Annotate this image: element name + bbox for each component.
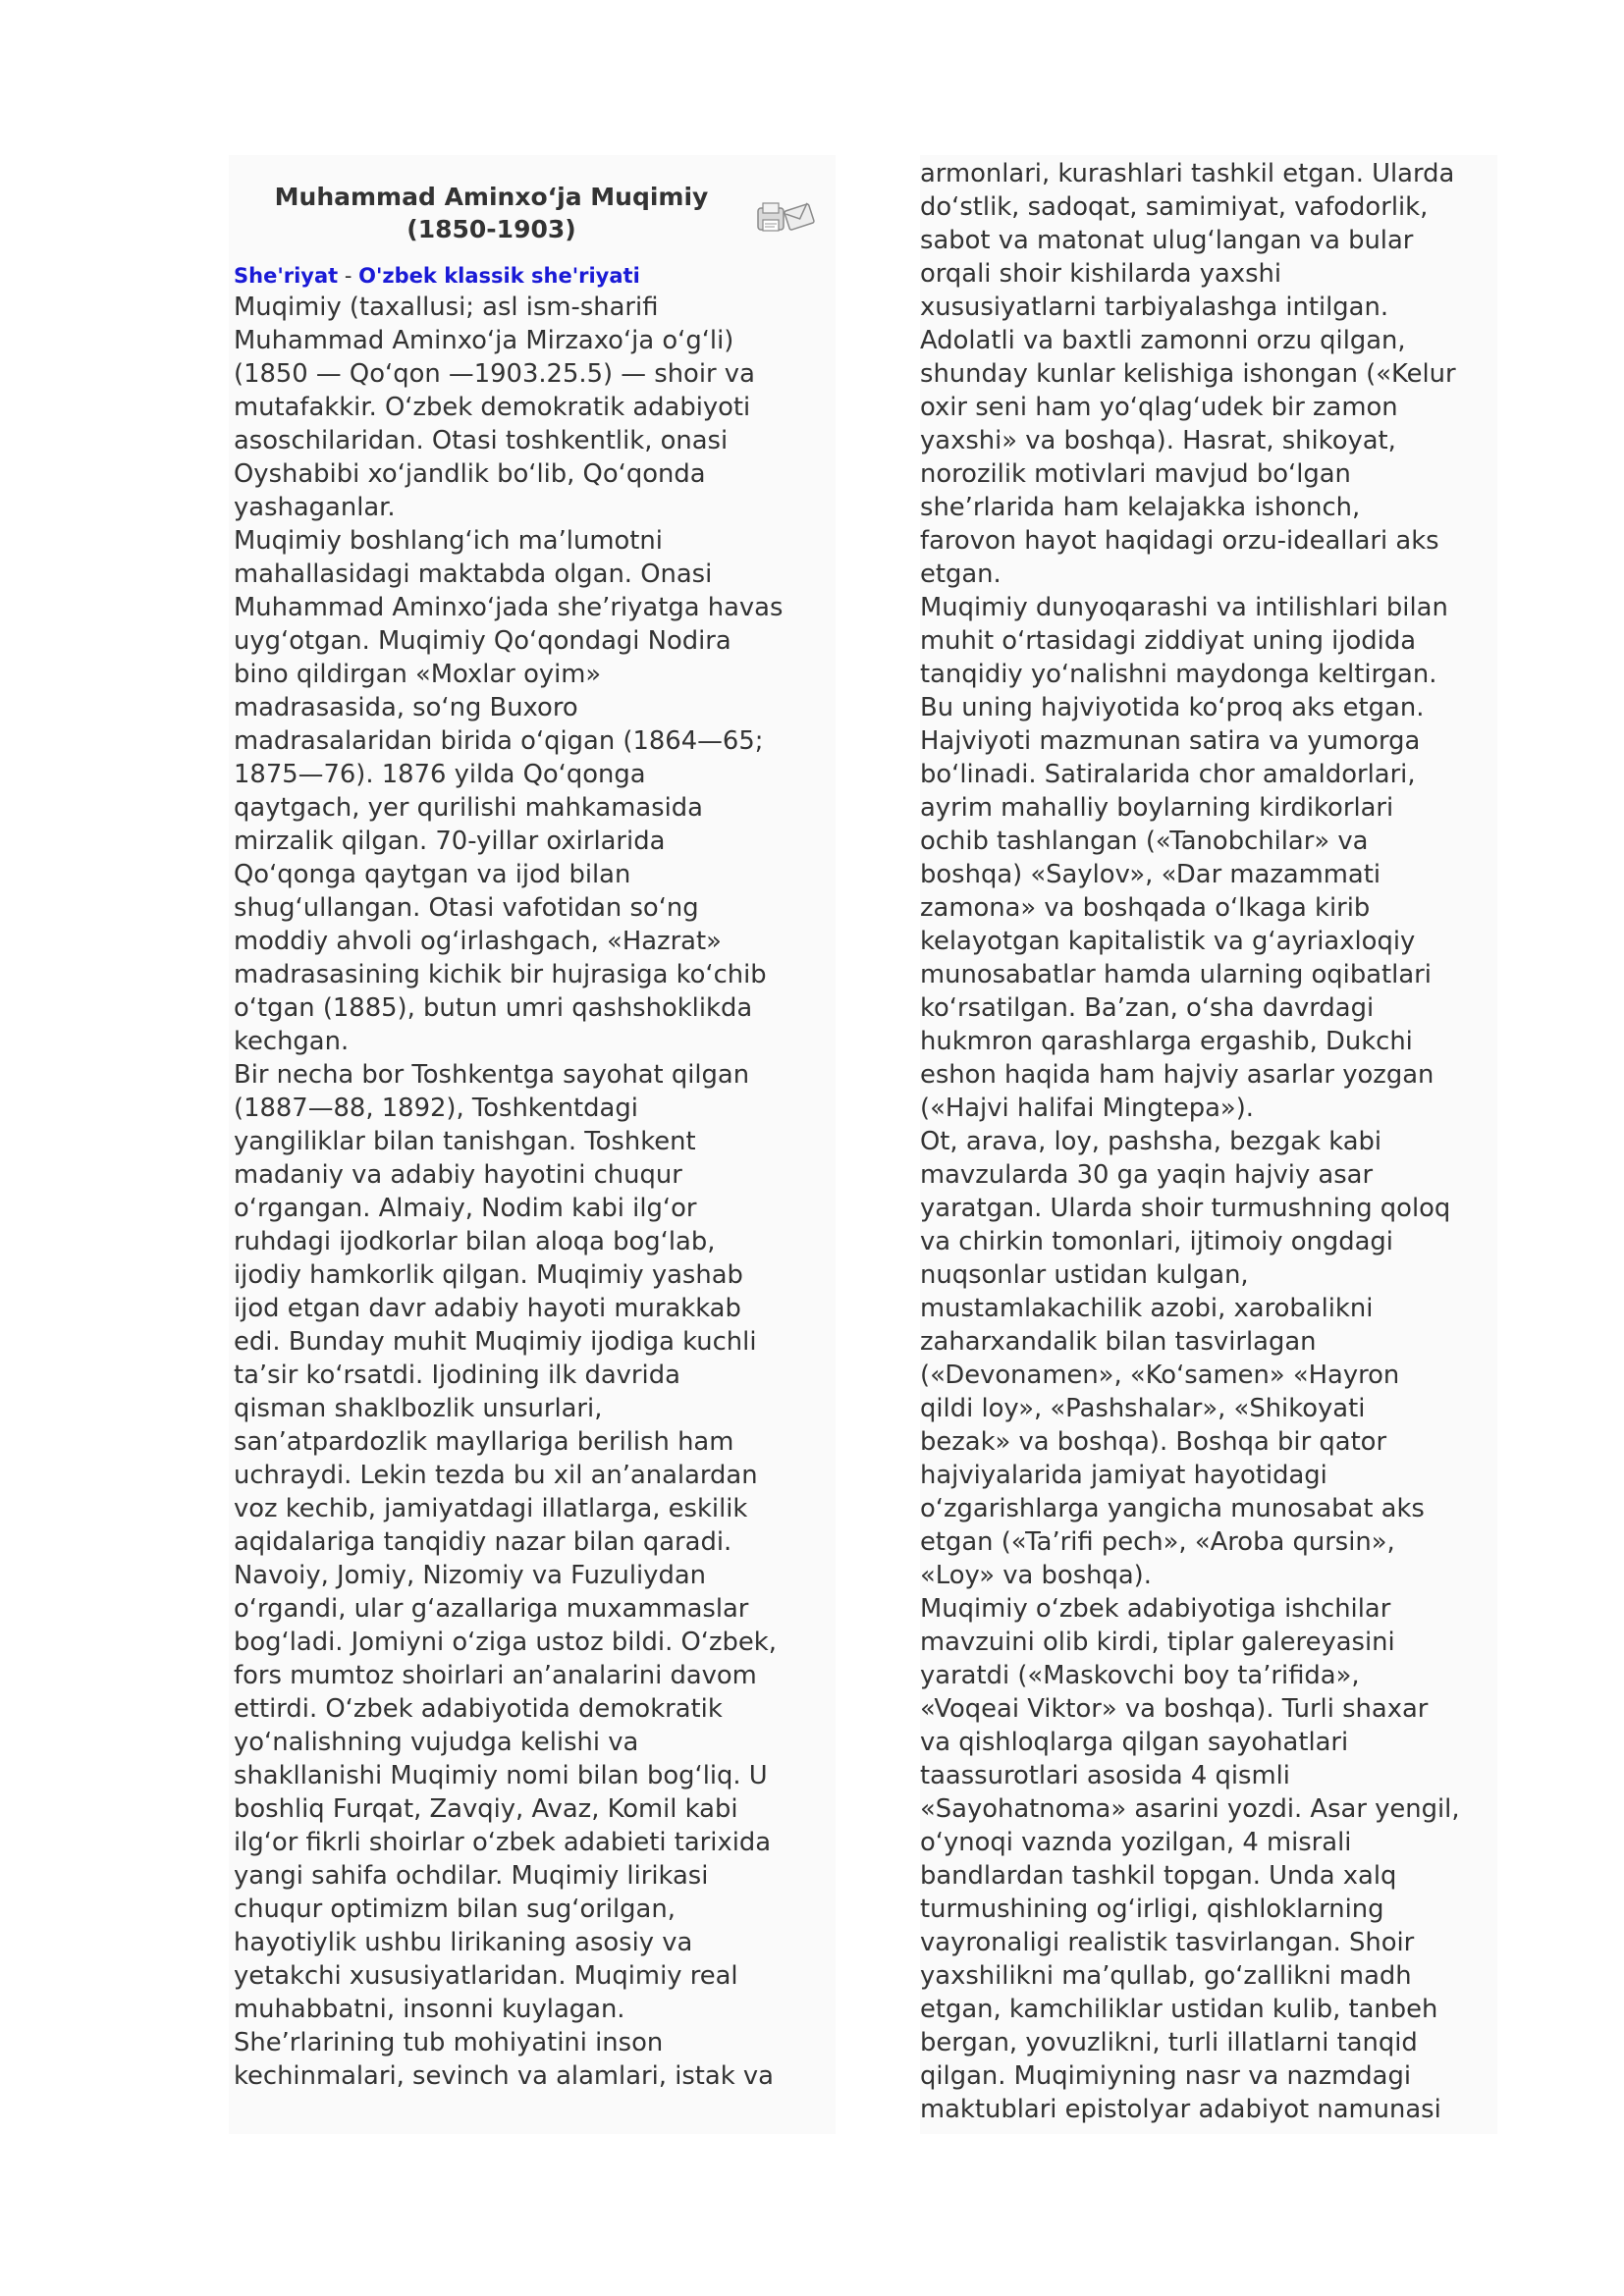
text-line: muhabbatni, insonni kuylagan. [234, 1995, 625, 2024]
page-title [229, 181, 754, 245]
text-line: norozilik motivlari mavjud bo‘lgan [920, 459, 1351, 489]
text-line: Muhammad Aminxo‘jada she’riyatga havas [234, 593, 784, 622]
text-line: madrasasining kichik bir hujrasiga ko‘chib [234, 960, 767, 989]
text-line: xususiyatlarni tarbiyalashga intilgan. [920, 293, 1389, 322]
text-line: fors mumtoz shoirlari an’analarini davom [234, 1661, 757, 1690]
text-line: bergan, yovuzlikni, turli illatlarni tanqid [920, 2028, 1418, 2057]
text-line: kechinmalari, sevinch va alamlari, istak va [234, 2061, 774, 2091]
text-line: Muqimiy o‘zbek adabiyotiga ishchilar [920, 1594, 1391, 1624]
text-line: Muqimiy (taxallusi; asl ism-sharifi [234, 293, 659, 322]
text-line: yo‘nalishning vujudga kelishi va [234, 1728, 639, 1757]
title-years: (1850-1903) [406, 215, 576, 243]
text-line: ayrim mahalliy boylarning kirdikorlari [920, 793, 1394, 823]
text-line: shunday kunlar kelishiga ishongan («Kelur [920, 359, 1456, 389]
title-name: Muhammad Aminxo‘ja Muqimiy [274, 183, 709, 211]
text-line: taassurotlari asosida 4 qismli [920, 1761, 1290, 1790]
text-line: «Sayohatnoma» asarini yozdi. Asar yengil, [920, 1794, 1460, 1824]
text-line: oxir seni ham yo‘qlag‘udek bir zamon [920, 393, 1398, 422]
text-line: ochib tashlangan («Tanobchilar» va [920, 827, 1369, 856]
text-line: maktublari epistolyar adabiyot namunasi [920, 2095, 1441, 2124]
text-line: turmushining og‘irligi, qishloklarning [920, 1895, 1384, 1924]
text-line: Hajviyoti mazmunan satira va yumorga [920, 726, 1421, 756]
text-line: aqidalariga tanqidiy nazar bilan qaradi. [234, 1527, 732, 1557]
text-line: chuqur optimizm bilan sug‘orilgan, [234, 1895, 676, 1924]
text-line: madrasasida, so‘ng Buxoro [234, 693, 578, 722]
text-line: moddiy ahvoli og‘irlashgach, «Hazrat» [234, 927, 722, 956]
text-line: madaniy va adabiy hayotini chuqur [234, 1160, 682, 1190]
text-line: she’rlarida ham kelajakka ishonch, [920, 493, 1361, 522]
text-line: bandlardan tashkil topgan. Unda xalq [920, 1861, 1397, 1891]
text-line: ijodiy hamkorlik qilgan. Muqimiy yashab [234, 1260, 743, 1290]
text-line: kelayotgan kapitalistik va g‘ayriaxloqiy [920, 927, 1416, 956]
text-line: mutafakkir. O‘zbek demokratik adabiyoti [234, 393, 751, 422]
text-line: («Hajvi halifai Mingtepa»). [920, 1094, 1254, 1123]
breadcrumb-category-link[interactable]: She'riyat [234, 264, 339, 288]
print-icon[interactable] [758, 203, 784, 231]
text-line: Navoiy, Jomiy, Nizomiy va Fuzuliydan [234, 1561, 706, 1590]
text-line: yaxshi» va boshqa). Hasrat, shikoyat, [920, 426, 1396, 455]
text-line: etgan. [920, 560, 1001, 589]
text-line: etgan («Ta’rifi pech», «Aroba qursin», [920, 1527, 1395, 1557]
text-line: Bu uning hajviyotida ko‘proq aks etgan. [920, 693, 1425, 722]
text-line: yetakchi xususiyatlaridan. Muqimiy real [234, 1961, 738, 1991]
text-line: yashaganlar. [234, 493, 396, 522]
text-line: nuqsonlar ustidan kulgan, [920, 1260, 1249, 1290]
text-line: yangiliklar bilan tanishgan. Toshkent [234, 1127, 696, 1156]
text-line: (1887—88, 1892), Toshkentdagi [234, 1094, 638, 1123]
article-tools [756, 200, 815, 234]
text-line: qilgan. Muqimiyning nasr va nazmdagi [920, 2061, 1412, 2091]
text-line: vayronaligi realistik tasvirlangan. Shoir [920, 1928, 1415, 1957]
text-line: «Loy» va boshqa). [920, 1561, 1152, 1590]
text-line: edi. Bunday muhit Muqimiy ijodiga kuchli [234, 1327, 757, 1357]
text-line: san’atpardozlik mayllariga berilish ham [234, 1427, 734, 1457]
text-line: eshon haqida ham hajviy asarlar yozgan [920, 1060, 1435, 1090]
text-line: o‘rgandi, ular g‘azallariga muxammaslar [234, 1594, 749, 1624]
text-line: va qishloqlarga qilgan sayohatlari [920, 1728, 1349, 1757]
text-line: hajviyalarida jamiyat hayotidagi [920, 1461, 1327, 1490]
text-line: She’rlarining tub mohiyatini inson [234, 2028, 664, 2057]
text-line: Muhammad Aminxo‘ja Mirzaxo‘ja o‘g‘li) [234, 326, 734, 355]
text-line: muhit o‘rtasidagi ziddiyat uning ijodida [920, 626, 1417, 656]
text-line: armonlari, kurashlari tashkil etgan. Ularda [920, 159, 1455, 188]
email-icon[interactable] [785, 203, 815, 231]
article-header [229, 155, 836, 261]
text-line: bog‘ladi. Jomiyni o‘ziga ustoz bildi. O‘zbek, [234, 1628, 777, 1657]
text-line: Adolatli va baxtli zamonni orzu qilgan, [920, 326, 1406, 355]
text-line: asoschilaridan. Otasi toshkentlik, onasi [234, 426, 729, 455]
text-line: shakllanishi Muqimiy nomi bilan bog‘liq. U [234, 1761, 768, 1790]
text-line: yaxshilikni ma’qullab, go‘zallikni madh [920, 1961, 1412, 1991]
text-line: yaratgan. Ularda shoir turmushning qoloq [920, 1194, 1451, 1223]
text-line: kechgan. [234, 1027, 350, 1056]
article-body-right [920, 155, 1497, 2126]
text-line: o‘rgangan. Almaiy, Nodim kabi ilg‘or [234, 1194, 697, 1223]
text-line: o‘ynoqi vaznda yozilgan, 4 misrali [920, 1828, 1352, 1857]
text-line: boshliq Furqat, Zavqiy, Avaz, Komil kabi [234, 1794, 738, 1824]
breadcrumb-separator: - [338, 264, 359, 288]
text-line: do‘stlik, sadoqat, samimiyat, vafodorlik, [920, 192, 1429, 222]
text-line: (1850 — Qo‘qon —1903.25.5) — shoir va [234, 359, 755, 389]
text-line: mirzalik qilgan. 70-yillar oxirlarida [234, 827, 666, 856]
text-line: («Devonamen», «Ko‘samen» «Hayron [920, 1361, 1400, 1390]
text-line: ilg‘or fikrli shoirlar o‘zbek adabieti tarixida [234, 1828, 772, 1857]
text-line: o‘tgan (1885), butun umri qashshoklikda [234, 993, 753, 1023]
text-line: munosabatlar hamda ularning oqibatlari [920, 960, 1432, 989]
text-line: ijod etgan davr adabiy hayoti murakkab [234, 1294, 741, 1323]
text-line: o‘zgarishlarga yangicha munosabat aks [920, 1494, 1425, 1523]
text-line: voz kechib, jamiyatdagi illatlarga, eskilik [234, 1494, 748, 1523]
text-line: qisman shaklbozlik unsurlari, [234, 1394, 603, 1423]
text-line: Ot, arava, loy, pashsha, bezgak kabi [920, 1127, 1382, 1156]
text-line: yangi sahifa ochdilar. Muqimiy lirikasi [234, 1861, 709, 1891]
text-line: mahallasidagi maktabda olgan. Onasi [234, 560, 713, 589]
text-line: mavzuini olib kirdi, tiplar galereyasini [920, 1628, 1395, 1657]
text-line: boshqa) «Saylov», «Dar mazammati [920, 860, 1381, 889]
text-line: yaratdi («Maskovchi boy ta’rifida», [920, 1661, 1360, 1690]
text-line: uchraydi. Lekin tezda bu xil an’analardan [234, 1461, 758, 1490]
text-line: hukmron qarashlarga ergashib, Dukchi [920, 1027, 1413, 1056]
text-line: hayotiylik ushbu lirikaning asosiy va [234, 1928, 693, 1957]
text-line: sabot va matonat ulug‘langan va bular [920, 226, 1414, 255]
text-line: bezak» va boshqa). Boshqa bir qator [920, 1427, 1387, 1457]
text-line: Qo‘qonga qaytgan va ijod bilan [234, 860, 631, 889]
text-line: Bir necha bor Toshkentga sayohat qilgan [234, 1060, 750, 1090]
text-line: «Voqeai Viktor» va boshqa). Turli shaxar [920, 1694, 1429, 1724]
text-line: tanqidiy yo‘nalishni maydonga keltirgan. [920, 660, 1437, 689]
text-line: ko‘rsatilgan. Ba’zan, o‘sha davrdagi [920, 993, 1375, 1023]
text-line: 1875—76). 1876 yilda Qo‘qonga [234, 760, 646, 789]
text-line: mavzularda 30 ga yaqin hajviy asar [920, 1160, 1374, 1190]
breadcrumb-subcategory-link[interactable]: O'zbek klassik she'riyati [358, 264, 640, 288]
text-line: va chirkin tomonlari, ijtimoiy ongdagi [920, 1227, 1393, 1256]
text-line: mustamlakachilik azobi, xarobalikni [920, 1294, 1374, 1323]
breadcrumb [234, 261, 836, 291]
text-line: shug‘ullangan. Otasi vafotidan so‘ng [234, 893, 699, 923]
text-line: bino qildirgan «Moxlar oyim» [234, 660, 602, 689]
text-line: zamona» va boshqada o‘lkaga kirib [920, 893, 1371, 923]
text-line: orqali shoir kishilarda yaxshi [920, 259, 1282, 289]
article-body-left [234, 291, 836, 2093]
text-line: Muqimiy boshlang‘ich ma’lumotni [234, 526, 663, 556]
text-line: etgan, kamchiliklar ustidan kulib, tanbeh [920, 1995, 1438, 2024]
text-line: qildi loy», «Pashshalar», «Shikoyati [920, 1394, 1366, 1423]
text-line: Muqimiy dunyoqarashi va intilishlari bilan [920, 593, 1448, 622]
text-line: ettirdi. O‘zbek adabiyotida demokratik [234, 1694, 723, 1724]
text-line: madrasalaridan birida o‘qigan (1864—65; [234, 726, 764, 756]
left-column [229, 155, 836, 2134]
text-line: Oyshabibi xo‘jandlik bo‘lib, Qo‘qonda [234, 459, 706, 489]
text-line: zaharxandalik bilan tasvirlagan [920, 1327, 1317, 1357]
text-line: farovon hayot haqidagi orzu-ideallari aks [920, 526, 1439, 556]
text-line: qaytgach, yer qurilishi mahkamasida [234, 793, 703, 823]
text-line: ruhdagi ijodkorlar bilan aloqa bog‘lab, [234, 1227, 716, 1256]
text-line: bo‘linadi. Satiralarida chor amaldorlari, [920, 760, 1416, 789]
right-column [920, 155, 1497, 2134]
text-line: uyg‘otgan. Muqimiy Qo‘qondagi Nodira [234, 626, 731, 656]
text-line: ta’sir ko‘rsatdi. Ijodining ilk davrida [234, 1361, 680, 1390]
